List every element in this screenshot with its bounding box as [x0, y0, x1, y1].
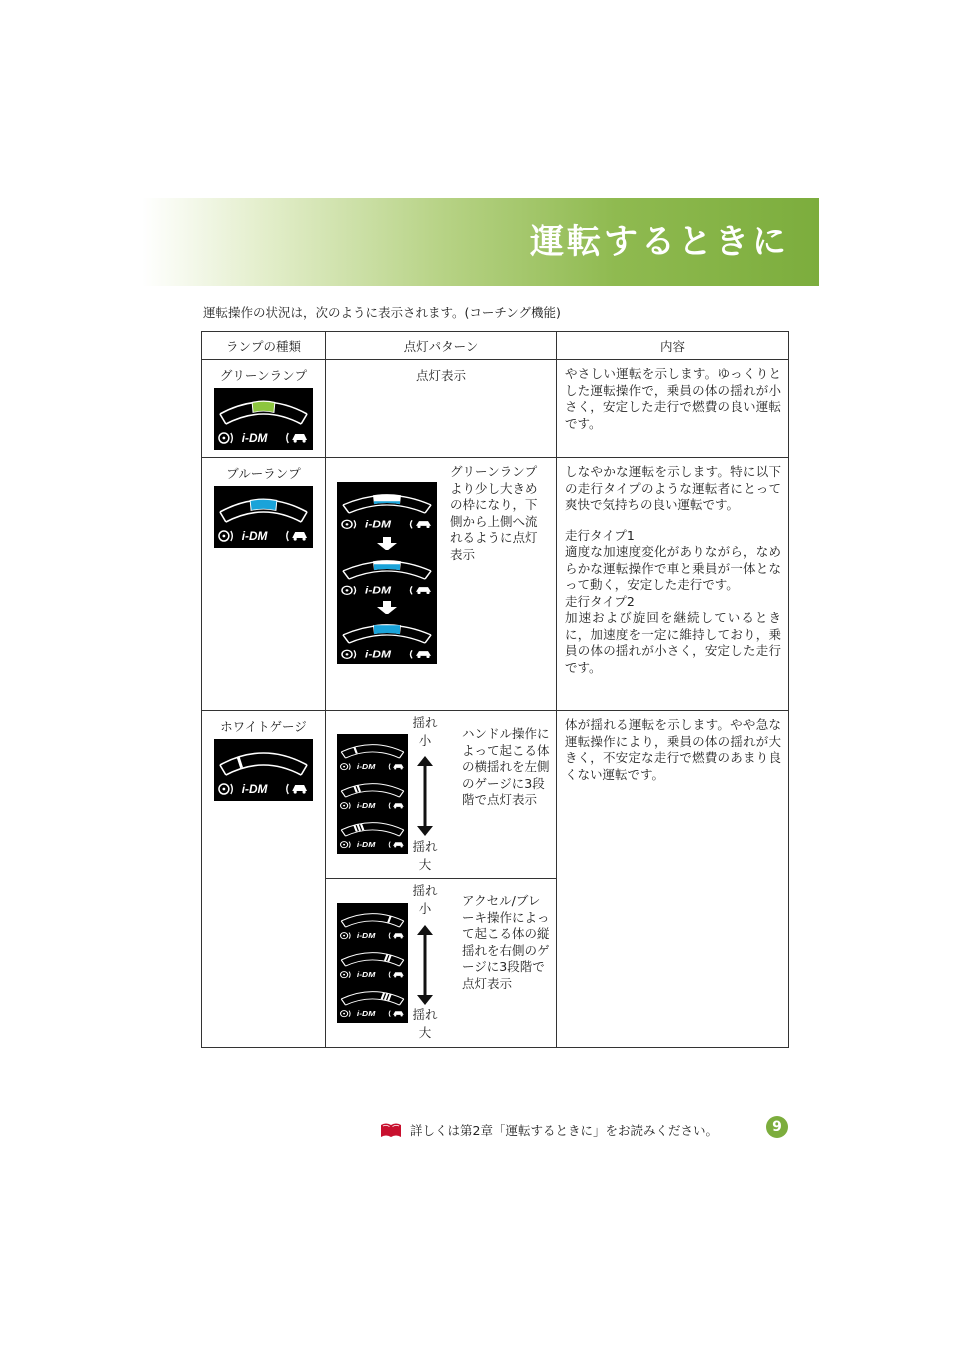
svg-text:i-DM: i-DM — [356, 801, 376, 810]
svg-text:i-DM: i-DM — [356, 840, 376, 849]
section-title: 運転するときに — [530, 222, 789, 262]
scale-small-size: 小 — [418, 733, 432, 748]
longitudinal-gauge-panel — [337, 903, 408, 1023]
blue-sequence-step-1-icon — [337, 484, 437, 534]
svg-text:i-DM: i-DM — [356, 931, 376, 940]
table-row — [202, 360, 789, 458]
content-text: 体が揺れる運転を示します。やや急な運転操作により，乗員の体の揺れが大きく，不安定な走行で燃費のあまり良くない運転です。 — [565, 717, 781, 782]
pattern-cell-green — [326, 360, 557, 458]
blue-sequence-step-2-icon — [337, 550, 437, 600]
svg-text:i-DM: i-DM — [365, 585, 391, 597]
longitudinal-step-1-icon — [337, 905, 408, 943]
type2-text: 加速および旋回を継続しているときに，加速度を一定に維持しており，乗員の体の揺れが小さく，安定した走行です。 — [565, 610, 781, 675]
scale-small-label — [410, 882, 440, 918]
blue-sequence-step-3-icon — [337, 614, 437, 664]
lateral-step-2-icon — [337, 775, 408, 813]
scale-large-size: 大 — [418, 1025, 432, 1040]
lamp-cell-green — [202, 360, 326, 458]
scale-large-size: 大 — [418, 857, 432, 872]
svg-text:i-DM: i-DM — [356, 970, 376, 979]
coaching-table — [201, 331, 789, 1048]
lateral-step-3-icon — [337, 814, 408, 852]
table-row — [202, 711, 789, 879]
scale-small-word: 揺れ — [412, 883, 438, 898]
svg-text:i-DM: i-DM — [241, 430, 268, 446]
svg-text:i-DM: i-DM — [241, 781, 268, 797]
table-row — [202, 458, 789, 711]
col-header-pattern: 点灯パターン — [326, 332, 557, 360]
svg-text:i-DM: i-DM — [365, 649, 391, 661]
longitudinal-step-2-icon — [337, 944, 408, 982]
pattern-text: グリーンランプより少し大きめの枠になり，下側から上側へ流れるように点灯表示 — [450, 464, 538, 562]
svg-text:i-DM: i-DM — [241, 528, 268, 544]
pattern-text: ハンドル操作によって起こる体の横揺れを左側のゲージに3段階で点灯表示 — [462, 726, 550, 807]
lamp-name: ホワイトゲージ — [220, 719, 307, 734]
intro-text: 運転操作の状況は，次のように表示されます。(コーチング機能) — [203, 305, 561, 320]
scale-small-size: 小 — [418, 901, 432, 916]
svg-text:i-DM: i-DM — [356, 762, 376, 771]
pattern-text: アクセル/ブレーキ操作によって起こる体の縦揺れを右側のゲージに3段階で点灯表示 — [462, 893, 550, 991]
longitudinal-step-3-icon — [337, 983, 408, 1021]
lamp-cell-blue — [202, 458, 326, 711]
content-cell-green — [557, 360, 789, 458]
footer-text: 詳しくは第2章「運転するときに」をお読みください。 — [410, 1123, 718, 1138]
scale-large-word: 揺れ — [412, 1007, 438, 1022]
lamp-cell-white — [202, 711, 326, 1048]
col-header-lamp: ランプの種類 — [202, 332, 326, 360]
white-gauge-icon — [214, 739, 313, 801]
svg-text:i-DM: i-DM — [365, 519, 391, 531]
content-text: しなやかな運転を示します。特に以下の走行タイプのような運転者にとって爽快で気持ちの良い運転です。 — [565, 464, 781, 512]
pattern-cell-white-lateral — [326, 711, 557, 879]
scale-large-label — [410, 1006, 440, 1042]
col-header-content: 内容 — [557, 332, 789, 360]
blue-lamp-gauge-icon — [214, 486, 313, 548]
lamp-name: グリーンランプ — [219, 368, 308, 383]
footer-note — [380, 1121, 718, 1139]
content-cell-blue — [557, 458, 789, 711]
lamp-name: ブルーランプ — [226, 466, 301, 481]
svg-text:i-DM: i-DM — [356, 1009, 376, 1018]
pattern-cell-white-longitudinal — [326, 879, 557, 1048]
section-banner — [142, 198, 819, 286]
blue-sequence-panel — [337, 482, 437, 664]
type1-title: 走行タイプ1 — [565, 527, 635, 543]
page-number: 9 — [766, 1116, 788, 1138]
lateral-gauge-panel — [337, 734, 408, 854]
pattern-cell-blue — [326, 458, 557, 711]
scale-large-word: 揺れ — [412, 839, 438, 854]
scale-small-label — [410, 714, 440, 750]
lateral-step-1-icon — [337, 736, 408, 774]
double-arrow-icon — [416, 756, 434, 840]
book-icon — [380, 1122, 402, 1138]
type1-text: 適度な加速度変化がありながら，なめらかな運転操作で車と乗員が一体となって動く，安定した走行です。 — [565, 544, 781, 592]
type2-title: 走行タイプ2 — [565, 593, 635, 609]
content-text: やさしい運転を示します。ゆっくりとした運転操作で，乗員の体の揺れが小さく，安定した走行で燃費の良い運転です。 — [565, 366, 781, 431]
green-lamp-gauge-icon — [214, 388, 313, 450]
scale-large-label — [410, 838, 440, 874]
pattern-text: 点灯表示 — [415, 368, 466, 383]
content-cell-white — [557, 711, 789, 1048]
scale-small-word: 揺れ — [412, 715, 438, 730]
double-arrow-icon — [416, 925, 434, 1009]
